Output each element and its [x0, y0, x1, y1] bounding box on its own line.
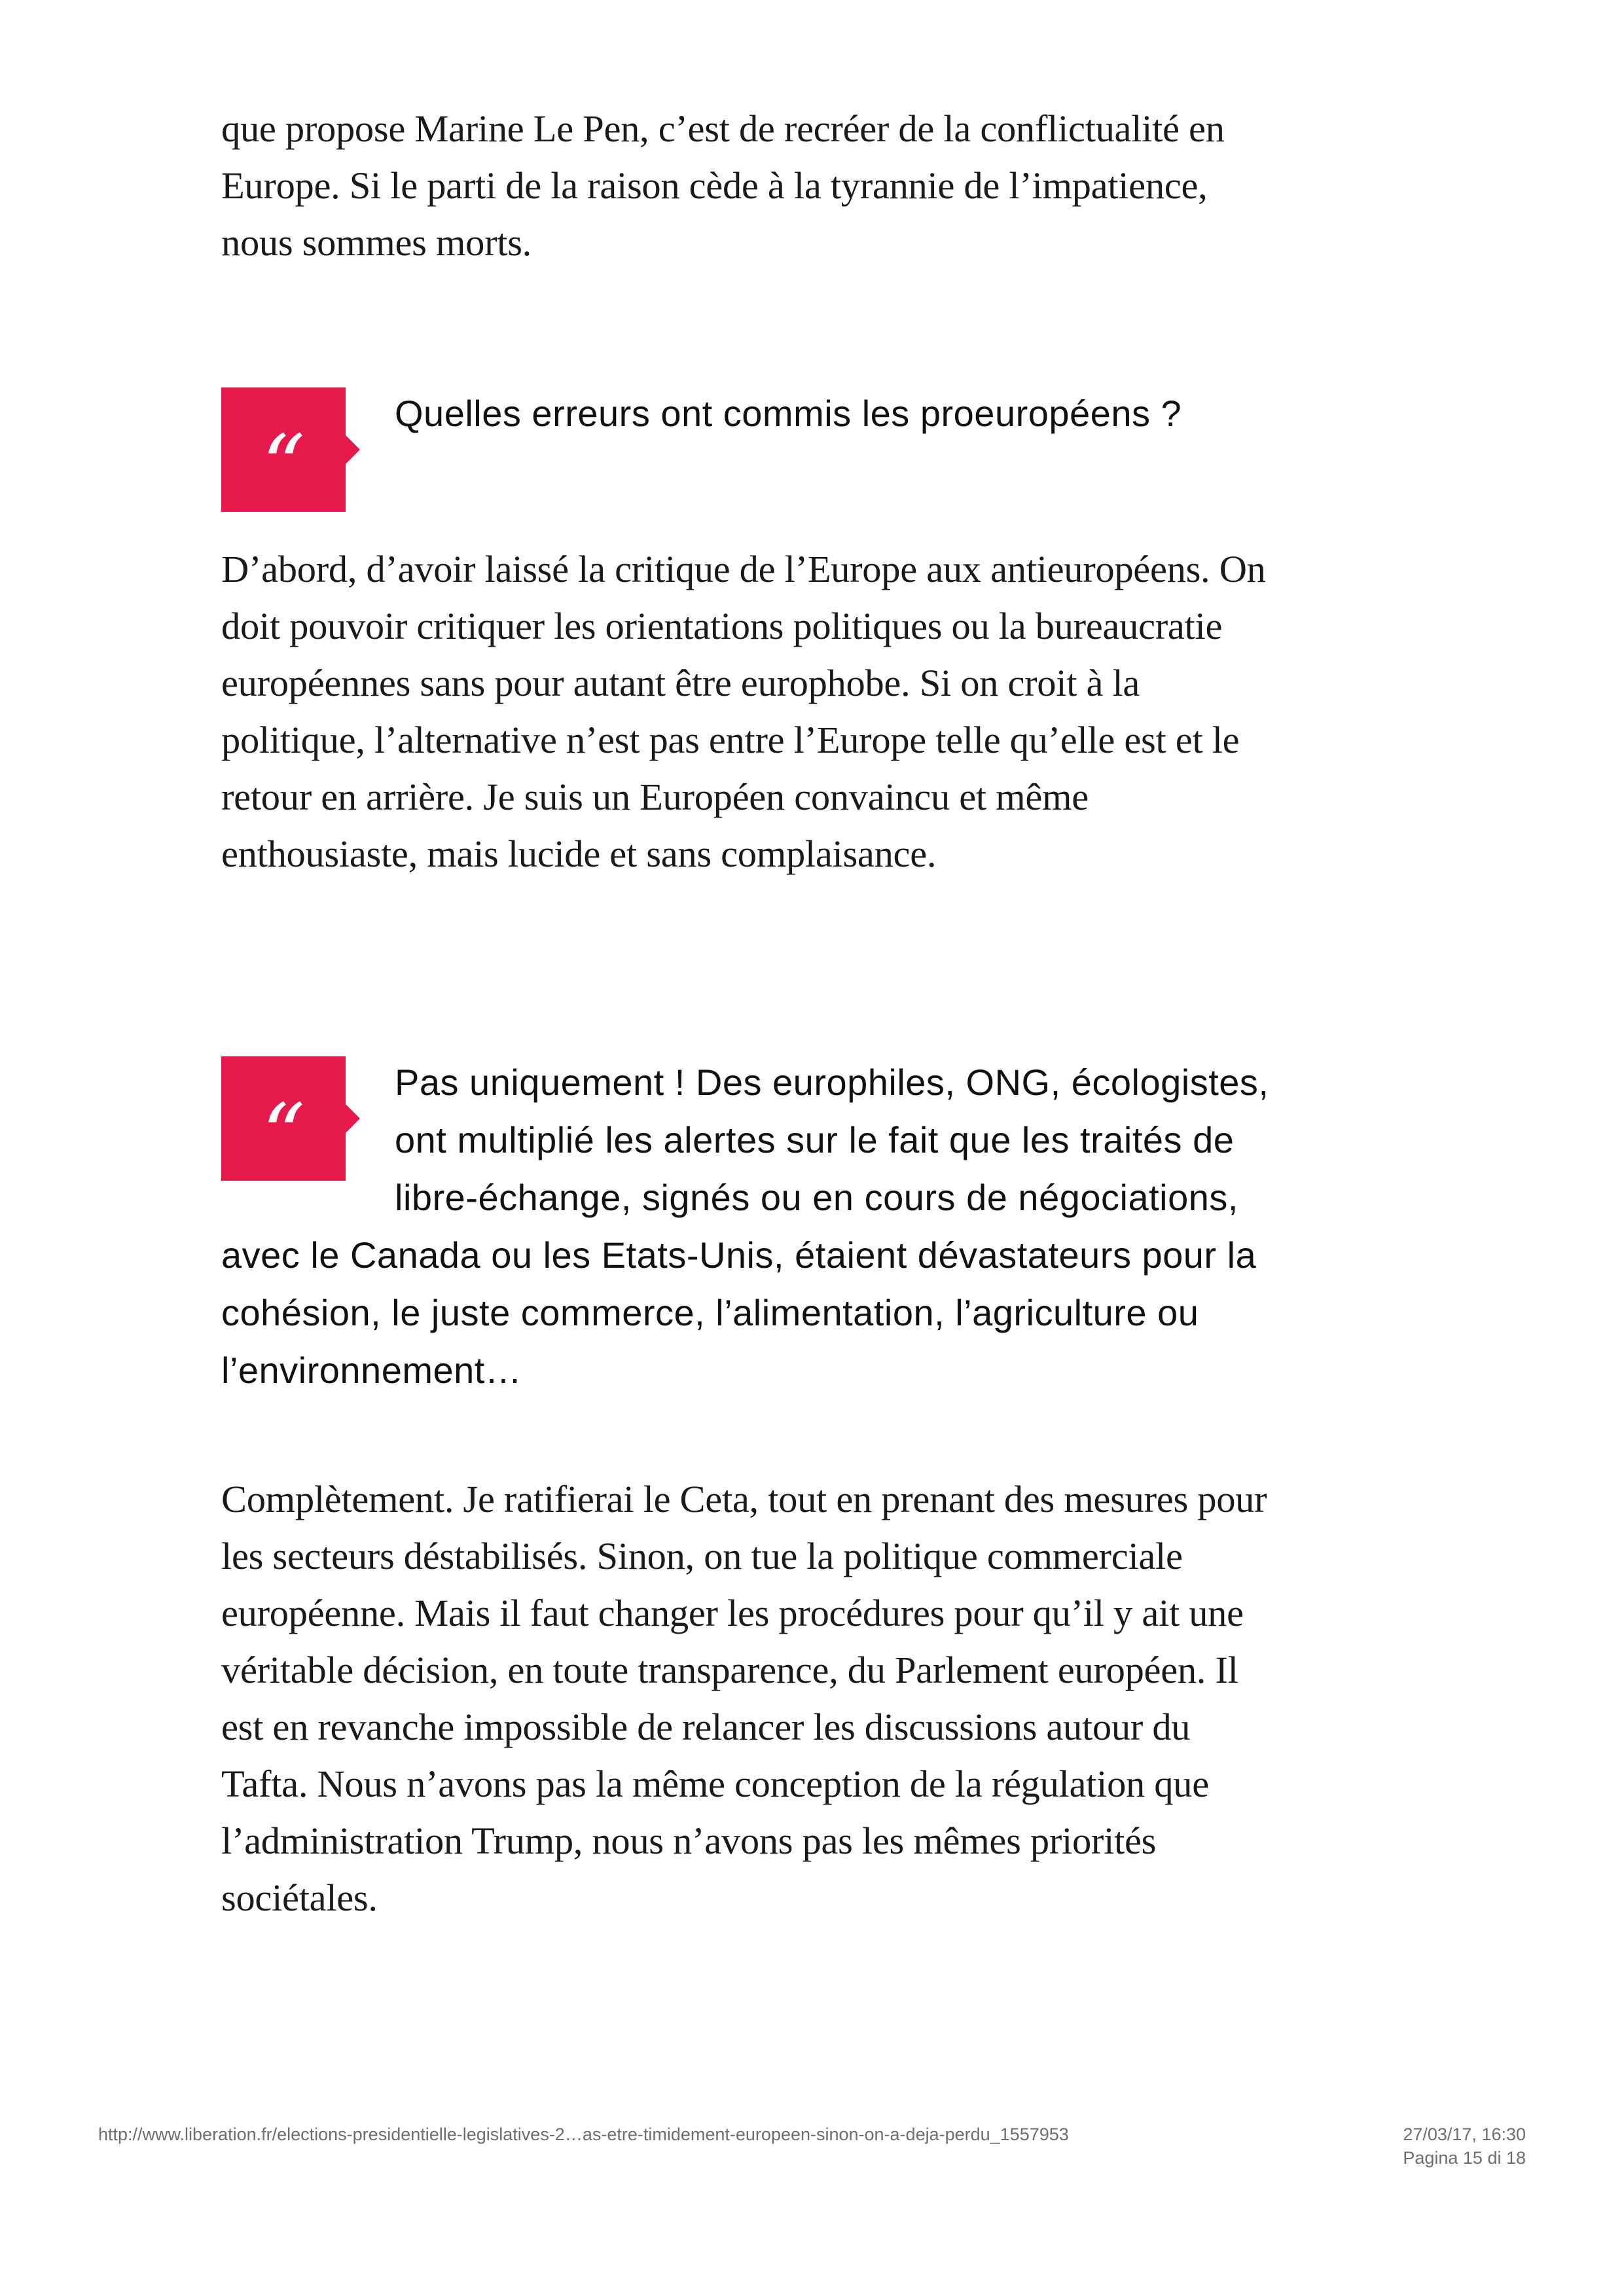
quote-badge — [221, 387, 346, 516]
footer-datetime: 27/03/17, 16:30 — [1403, 2125, 1526, 2144]
question-text-1: Quelles erreurs ont commis les proeuropéens ? — [395, 393, 1182, 434]
footer-meta — [1403, 2123, 1526, 2170]
footer-page-number: Pagina 15 di 18 — [1403, 2148, 1526, 2168]
question-text-2: Pas uniquement ! Des europhiles, ONG, écologistes, ont multiplié les alertes sur le fait que les traités de libre-échange, signés ou en cours de négociations, avec le Canada ou les Etats-Unis, étaient dévastateurs pour la cohésion, le juste commerce, l’alimentation, l’agriculture ou l’environnement… — [221, 1062, 1269, 1391]
quote-badge — [221, 1056, 346, 1185]
quote-icon: “ — [261, 1085, 306, 1185]
answer-paragraph-1: D’abord, d’avoir laissé la critique de l’Europe aux antieuropéens. On doit pouvoir critiquer les orientations politiques ou la bureaucratie européennes sans pour autant être europhobe. Si on croit à la politique, l’alternative n’est pas entre l’Europe telle qu’elle est et le retour en arrière. Je suis un Européen convaincu et même enthousiaste, mais lucide et sans complaisance. — [221, 548, 1266, 875]
paragraph-intro: que propose Marine Le Pen, c’est de recréer de la conflictualité en Europe. Si le parti de la raison cède à la tyrannie de l’impatience, nous sommes morts. — [221, 107, 1225, 264]
quote-icon: “ — [261, 416, 306, 516]
question-block-2 — [221, 1054, 1295, 1399]
footer-url: http://www.liberation.fr/elections-presidentielle-legislatives-2…as-etre-timidement-europeen-sinon-on-a-deja-perdu_1557953 — [98, 2125, 1069, 2144]
question-block-1 — [221, 385, 1295, 516]
answer-paragraph-2: Complètement. Je ratifierai le Ceta, tout en prenant des mesures pour les secteurs déstabilisés. Sinon, on tue la politique commerciale européenne. Mais il faut changer les procédures pour qu’il y ait une véritable décision, en toute transparence, du Parlement européen. Il est en revanche impossible de relancer les discussions autour du Tafta. Nous n’avons pas la même conception de la régulation que l’administration Trump, nous n’avons pas les mêmes priorités sociétales. — [221, 1478, 1267, 1919]
